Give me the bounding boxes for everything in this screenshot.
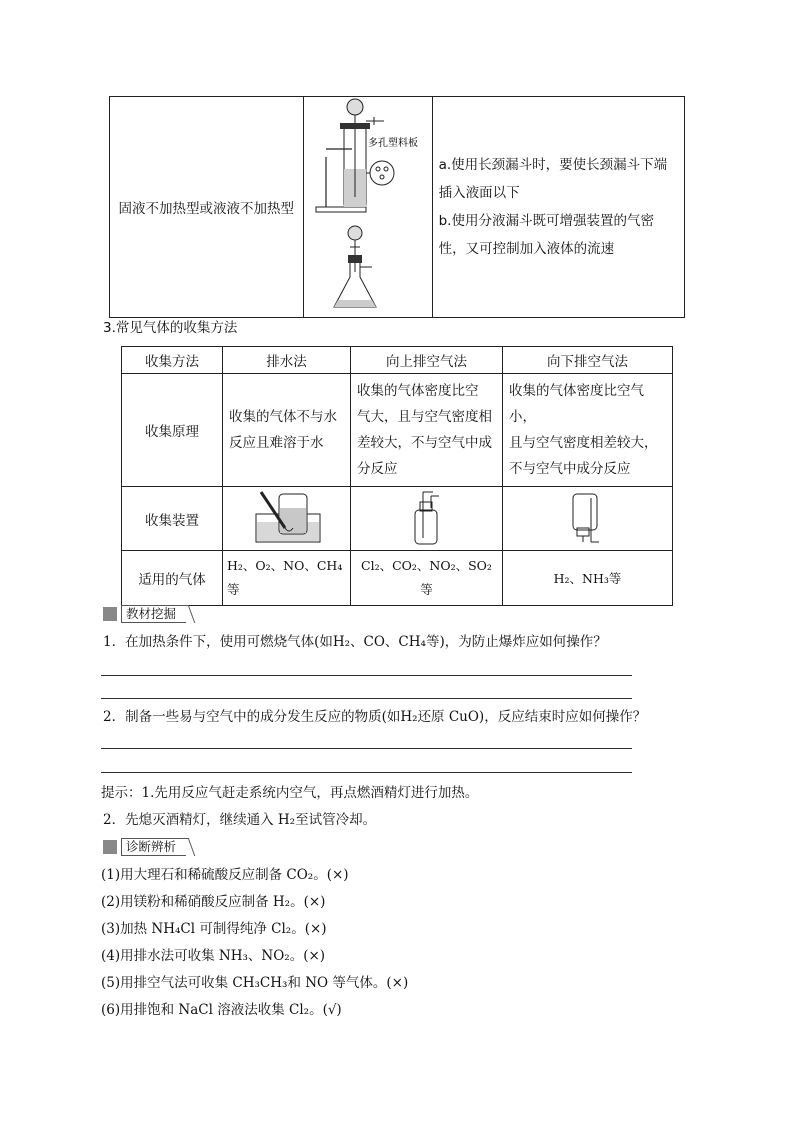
question-2: 2．制备一些易与空气中的成分发生反应的物质(如H₂还原 CuO)，反应结束时应如何操作？ <box>103 709 647 725</box>
principle-line: 反应且难溶于水 <box>229 435 324 451</box>
principle-cell <box>223 374 351 487</box>
gas-cell <box>351 551 503 606</box>
principle-line: 差较大，不与空气中成 <box>357 435 492 451</box>
answer-line <box>101 698 632 699</box>
device-cell <box>351 487 503 551</box>
gas-line: 等 <box>420 582 433 597</box>
collection-methods-table <box>121 346 673 606</box>
row-label: 收集原理 <box>122 374 223 487</box>
principle-cell <box>503 374 673 487</box>
header-cell: 收集方法 <box>122 347 223 374</box>
answer-line <box>101 772 632 773</box>
upward-air-displacement-diagram <box>351 488 502 550</box>
row-label: 适用的气体 <box>122 551 223 606</box>
gas-line: Cl₂、CO₂、NO₂、SO₂ <box>361 558 492 573</box>
hint-1: 提示：1.先用反应气赶走系统内空气，再点燃酒精灯进行加热。 <box>101 785 479 801</box>
table-row <box>122 551 673 606</box>
section-title: 3.常见气体的收集方法 <box>103 320 238 336</box>
note-b-line1: b.使用分液漏斗既可增强装置的气密 <box>438 213 654 229</box>
tag-label: 教材挖掘 <box>121 605 186 623</box>
gas-line: H₂、NH₃等 <box>553 571 622 586</box>
tag-square-icon <box>103 607 117 621</box>
hint-2: 2．先熄灭酒精灯，继续通入 H₂至试管冷却。 <box>103 812 377 828</box>
diagnosis-item: (5)用排空气法可收集 CH₃CH₃和 NO 等气体。(×) <box>101 975 409 991</box>
apparatus-type-label: 固液不加热型或液液不加热型 <box>118 201 295 217</box>
note-a-line2: 插入液面以下 <box>438 185 520 201</box>
row-label: 收集装置 <box>122 487 223 551</box>
principle-cell <box>351 374 503 487</box>
textbook-mining-tag <box>103 605 186 623</box>
gas-line: 等 <box>227 582 240 597</box>
device-cell <box>223 487 351 551</box>
apparatus-type-cell <box>110 97 304 318</box>
principle-line: 气大，且与空气密度相 <box>357 409 492 425</box>
diagnosis-tag <box>103 838 186 856</box>
gas-cell <box>223 551 351 606</box>
tag-square-icon <box>103 840 117 854</box>
apparatus-table <box>109 96 685 318</box>
note-a-line1: a.使用长颈漏斗时，要使长颈漏斗下端 <box>438 157 668 173</box>
answer-line <box>101 748 632 749</box>
principle-line: 分反应 <box>357 461 398 477</box>
table-header-row <box>122 347 673 374</box>
diagnosis-item: (6)用排饱和 NaCl 溶液法收集 Cl₂。(√) <box>101 1002 342 1018</box>
question-1: 1．在加热条件下，使用可燃烧气体(如H₂、CO、CH₄等)，为防止爆炸应如何操作？ <box>103 634 607 650</box>
answer-line <box>101 675 632 676</box>
principle-line: 收集的气体密度比空气小， <box>509 383 644 425</box>
table-row <box>122 487 673 551</box>
header-cell: 向上排空气法 <box>351 347 503 374</box>
diagnosis-item: (3)加热 NH₄Cl 可制得纯净 Cl₂。(×) <box>101 921 327 937</box>
apparatus-diagram-cell <box>303 97 432 318</box>
principle-line: 收集的气体密度比空 <box>357 383 479 399</box>
tag-label: 诊断辨析 <box>121 838 186 856</box>
table-row <box>110 97 685 318</box>
diagnosis-item: (1)用大理石和稀硫酸反应制备 CO₂。(×) <box>101 867 349 883</box>
principle-line: 收集的气体不与水 <box>229 409 337 425</box>
note-b-line2: 性，又可控制加入液体的流速 <box>438 241 615 257</box>
principle-line: 且与空气密度相差较大， <box>509 435 658 451</box>
apparatus-notes-cell <box>432 97 684 318</box>
porous-board-label: 多孔塑料板 <box>367 138 418 149</box>
principle-line: 不与空气中成分反应 <box>509 461 631 477</box>
diagnosis-item: (2)用镁粉和稀硝酸反应制备 H₂。(×) <box>101 894 326 910</box>
gas-line: H₂、O₂、NO、CH₄ <box>227 558 343 573</box>
device-cell <box>503 487 673 551</box>
water-displacement-diagram <box>223 488 350 550</box>
gas-cell <box>503 551 673 606</box>
downward-air-displacement-diagram <box>503 488 672 550</box>
header-cell: 排水法 <box>223 347 351 374</box>
apparatus-diagram <box>304 97 432 317</box>
diagnosis-item: (4)用排水法可收集 NH₃、NO₂。(×) <box>101 948 326 964</box>
header-cell: 向下排空气法 <box>503 347 673 374</box>
table-row <box>122 374 673 487</box>
